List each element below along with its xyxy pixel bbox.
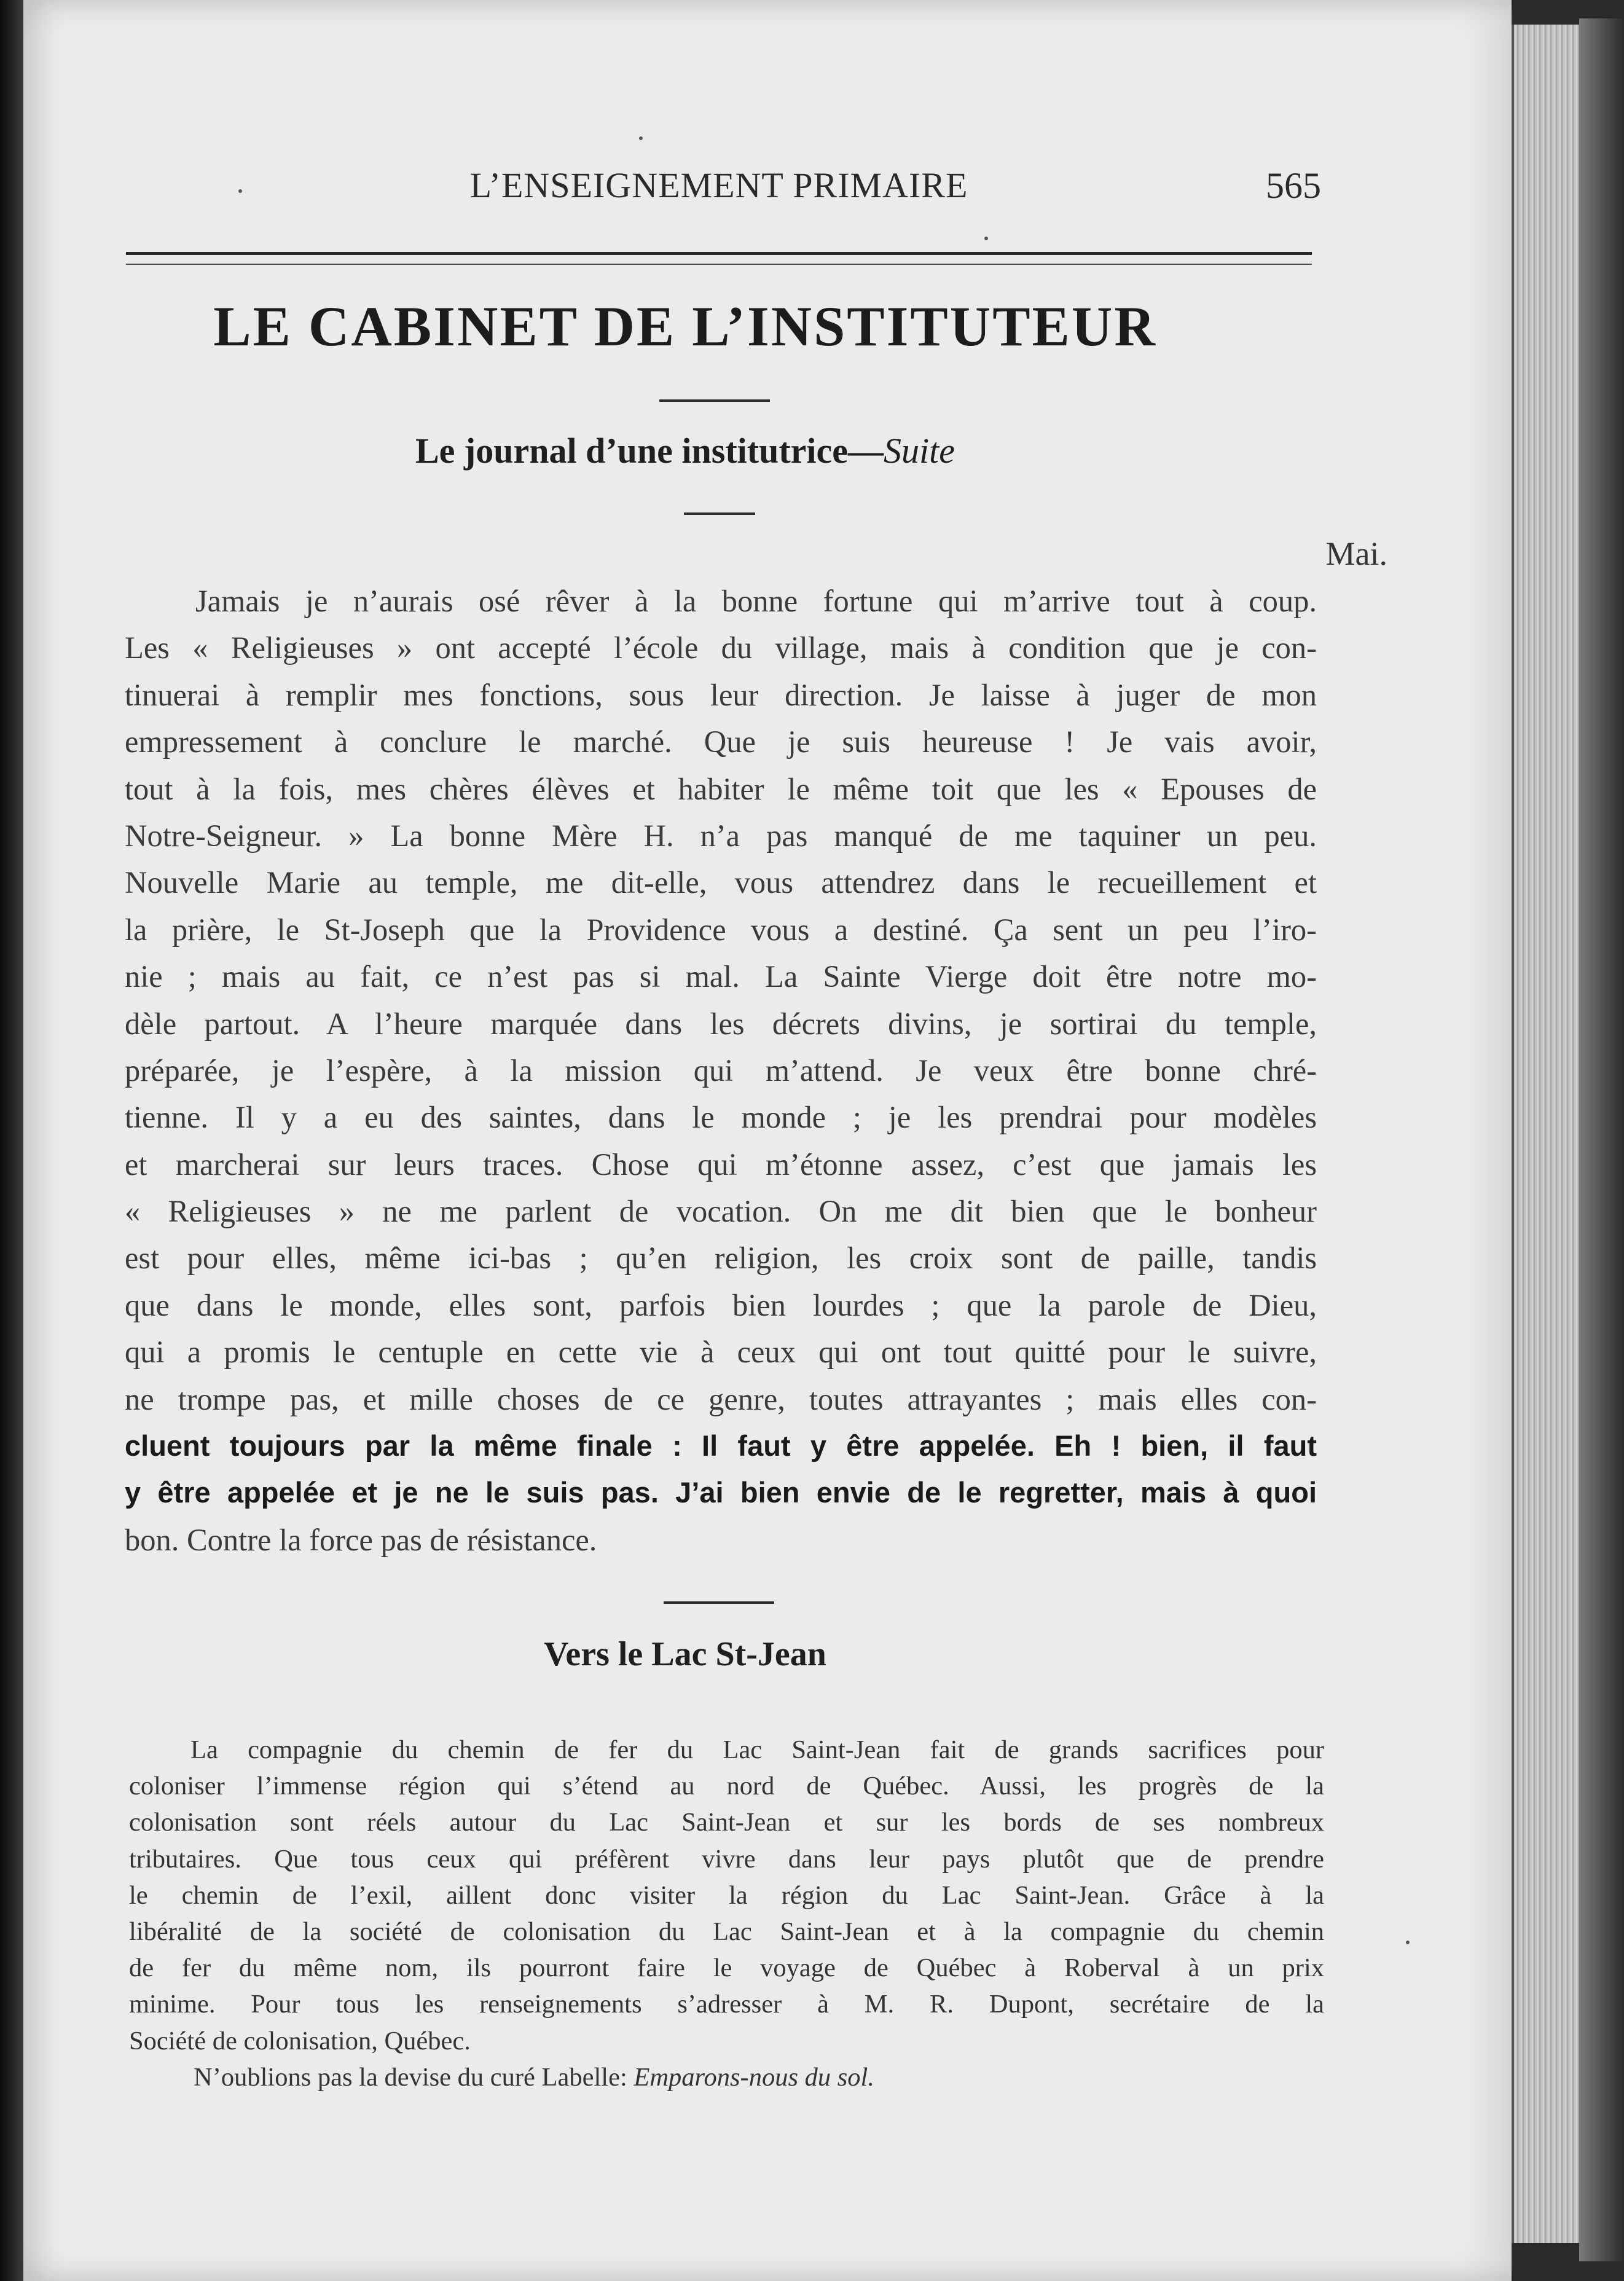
text-line: libéralité de la société de colonisation du Lac Saint-Jean et à la compagnie du chemin [129, 1917, 1324, 1946]
page-block-shadow [1579, 18, 1624, 2261]
text-line: coloniser l’immense région qui s’étend au nord de Québec. Aussi, les progrès de la [129, 1772, 1324, 1801]
text-line: qui a promis le centuple en cette vie à ceux qui ont tout quitté pour le suivre, [125, 1335, 1317, 1370]
section-divider [684, 512, 755, 515]
header-double-rule [126, 252, 1312, 265]
page-title: LE CABINET DE L’INSTITUTEUR [213, 295, 1157, 358]
closing-line [129, 2059, 1324, 2095]
text-line: y être appelée et je ne le suis pas. J’ai bien envie de le regretter, mais à quoi [125, 1476, 1317, 1509]
text-line: cluent toujours par la même finale : Il faut y être appelée. Eh ! bien, il faut [125, 1429, 1317, 1462]
article-title-journal [92, 430, 1278, 471]
text-line: tout à la fois, mes chères élèves et habiter le même toit que les « Epouses de [125, 771, 1317, 806]
title-divider [659, 399, 770, 402]
text-line: Nouvelle Marie au temple, me dit-elle, vous attendrez dans le recueillement et [125, 865, 1317, 900]
dust-speck [984, 237, 988, 240]
article-title-suffix: Suite [884, 431, 955, 471]
text-line: ne trompe pas, et mille choses de ce genre, toutes attrayantes ; mais elles con- [125, 1381, 1317, 1416]
text-line: la prière, le St-Joseph que la Providence vous a destiné. Ça sent un peu l’iro- [125, 912, 1317, 947]
dateline: Mai. [1325, 535, 1387, 572]
closing-motto: Emparons-nous du sol. [634, 2062, 874, 2092]
text-line: tinuerai à remplir mes fonctions, sous leur direction. Je laisse à juger de mon [125, 677, 1317, 712]
closing-text: N’oublions pas la devise du curé Labelle: [194, 2062, 627, 2092]
text-line: et marcherai sur leurs traces. Chose qui m’étonne assez, c’est que jamais les [125, 1147, 1317, 1182]
text-line: de fer du même nom, ils pourront faire le voyage de Québec à Roberval à un prix [129, 1953, 1324, 1983]
text-line: bon. Contre la force pas de résistance. [125, 1522, 597, 1557]
running-head [123, 165, 1321, 214]
dust-speck [1406, 1941, 1410, 1944]
text-line: dèle partout. A l’heure marquée dans les décrets divins, je sortirai du temple, [125, 1006, 1317, 1041]
text-line: La compagnie du chemin de fer du Lac Saint-Jean fait de grands sacrifices pour [190, 1735, 1324, 1764]
text-line: que dans le monde, elles sont, parfois bien lourdes ; que la parole de Dieu, [125, 1287, 1317, 1322]
text-line: préparée, je l’espère, à la mission qui m’attend. Je veux être bonne chré- [125, 1053, 1317, 1088]
page-number: 565 [1266, 165, 1321, 206]
text-line: Société de colonisation, Québec. [129, 2026, 471, 2055]
text-line: Notre-Seigneur. » La bonne Mère H. n’a pas manqué de me taquiner un peu. [125, 818, 1317, 853]
journal-body [125, 578, 1317, 1563]
text-line: tienne. Il y a eu des saintes, dans le monde ; je les prendrai pour modèles [125, 1100, 1317, 1135]
running-title: L’ENSEIGNEMENT PRIMAIRE [469, 165, 968, 205]
article-title-text: Le journal d’une institutrice— [415, 431, 884, 471]
lac-st-jean-body [129, 1732, 1324, 2095]
text-line: « Religieuses » ne me parlent de vocation. On me dit bien que le bonheur [125, 1194, 1317, 1229]
scan-left-edge [0, 0, 23, 2281]
text-line: tributaires. Que tous ceux qui préfèrent vivre dans leur pays plutôt que de prendre [129, 1844, 1324, 1874]
text-line: colonisation sont réels autour du Lac Saint-Jean et sur les bords de ses nombreux [129, 1808, 1324, 1837]
article-title-lac-st-jean: Vers le Lac St-Jean [544, 1635, 826, 1673]
text-line: Jamais je n’aurais osé rêver à la bonne fortune qui m’arrive tout à coup. [195, 584, 1317, 618]
text-line: le chemin de l’exil, aillent donc visiter la région du Lac Saint-Jean. Grâce à la [129, 1880, 1324, 1910]
dust-speck [639, 136, 643, 140]
section-divider [664, 1601, 774, 1604]
text-line: est pour elles, même ici-bas ; qu’en religion, les croix sont de paille, tandis [125, 1241, 1317, 1276]
text-line: empressement à conclure le marché. Que je suis heureuse ! Je vais avoir, [125, 724, 1317, 760]
text-line: nie ; mais au fait, ce n’est pas si mal. La Sainte Vierge doit être notre mo- [125, 959, 1317, 994]
text-line: Les « Religieuses » ont accepté l’école du village, mais à condition que je con- [125, 630, 1317, 665]
text-line: minime. Pour tous les renseignements s’adresser à M. R. Dupont, secrétaire de la [129, 1990, 1324, 2019]
